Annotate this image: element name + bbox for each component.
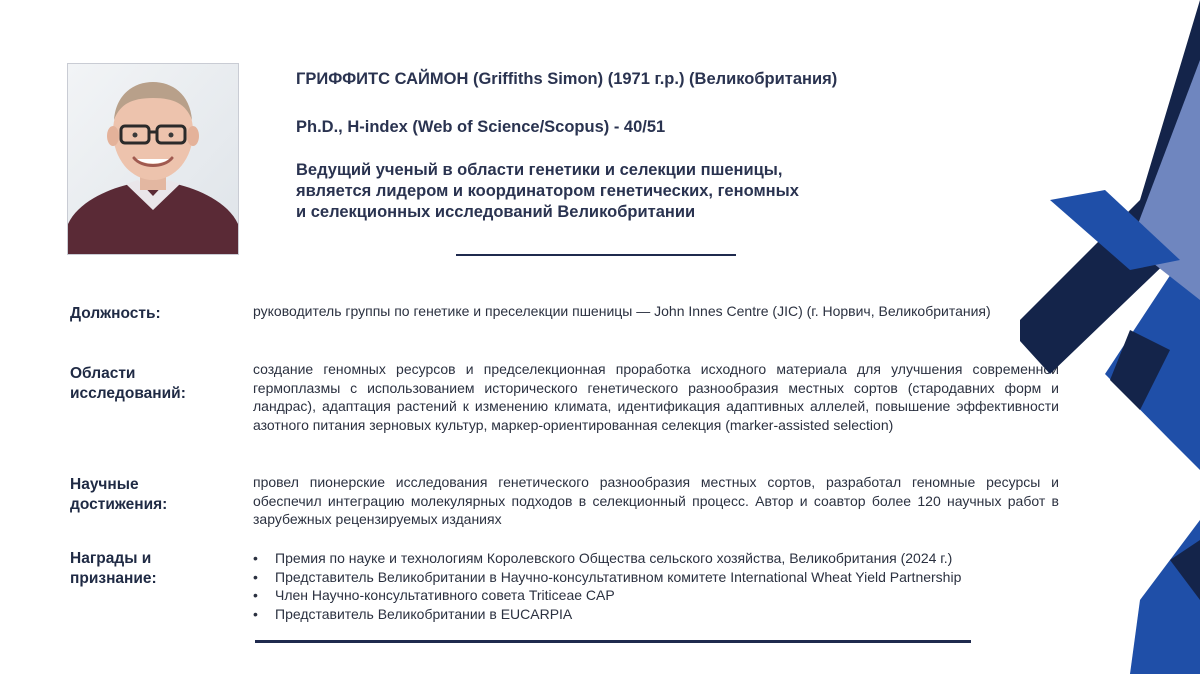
award-item: • Член Научно-консультативного совета Triticeae CAP [253,586,1073,605]
portrait-image [68,64,238,254]
research-label [70,364,186,404]
position-label: Должность: [70,305,161,322]
decorative-stripes [1020,0,1200,674]
award-item: • Премия по науке и технологиям Королевского Общества сельского хозяйства, Великобритания (2024 г.) [253,549,1073,568]
portrait-photo [67,63,239,255]
award-item: • Представитель Великобритании в Научно-консультативном комитете International Wheat Yield Partnership [253,568,1073,587]
divider-bottom [255,640,971,643]
degree-h-index: Ph.D., H-index (Web of Science/Scopus) - 40/51 [296,118,666,136]
awards-list [253,549,1073,623]
research-label-line: исследований: [70,385,186,402]
research-label-line: Области [70,365,136,382]
divider-top [456,254,736,256]
summary-line: Ведущий ученый в области генетики и селекции пшеницы, [296,161,783,179]
awards-label-line: признание: [70,570,157,587]
person-name: ГРИФФИТС САЙМОН (Griffiths Simon) (1971 г.р.) (Великобритания) [296,70,838,88]
summary-line: является лидером и координатором генетических, геномных [296,182,799,200]
achievements-text: провел пионерские исследования генетического разнообразия местных сортов, разработал геномные ресурсы и обеспечил интеграцию молекулярных подходов в селекционный процесс. Автор и соавтор более 120 научных работ в зарубежных рецензируемых изданиях [253,474,1059,527]
summary-line: и селекционных исследований Великобритании [296,203,696,221]
summary [296,160,896,223]
achievements-label-line: достижения: [70,496,168,513]
research-text: создание геномных ресурсов и предселекционная проработка исходного материала для улучшения современной гермоплазмы с использованием исторического генетического разнообразия местных сортов (стародавних форм и ландрас), адаптация растений к изменению климата, идентификация адаптивных аллелей, повышение эффективности азотного питания зерновых культур, маркер-ориентированная селекция (marker-assisted selection) [253,361,1059,433]
awards-label [70,549,157,589]
award-item: • Представитель Великобритании в EUCARPIA [253,605,1073,624]
achievements-label [70,475,167,515]
awards-label-line: Награды и [70,550,152,567]
achievements-label-line: Научные [70,476,139,493]
position-text: руководитель группы по генетике и преселекции пшеницы — John Innes Centre (JIC) (г. Норвич, Великобритания) [253,303,991,319]
